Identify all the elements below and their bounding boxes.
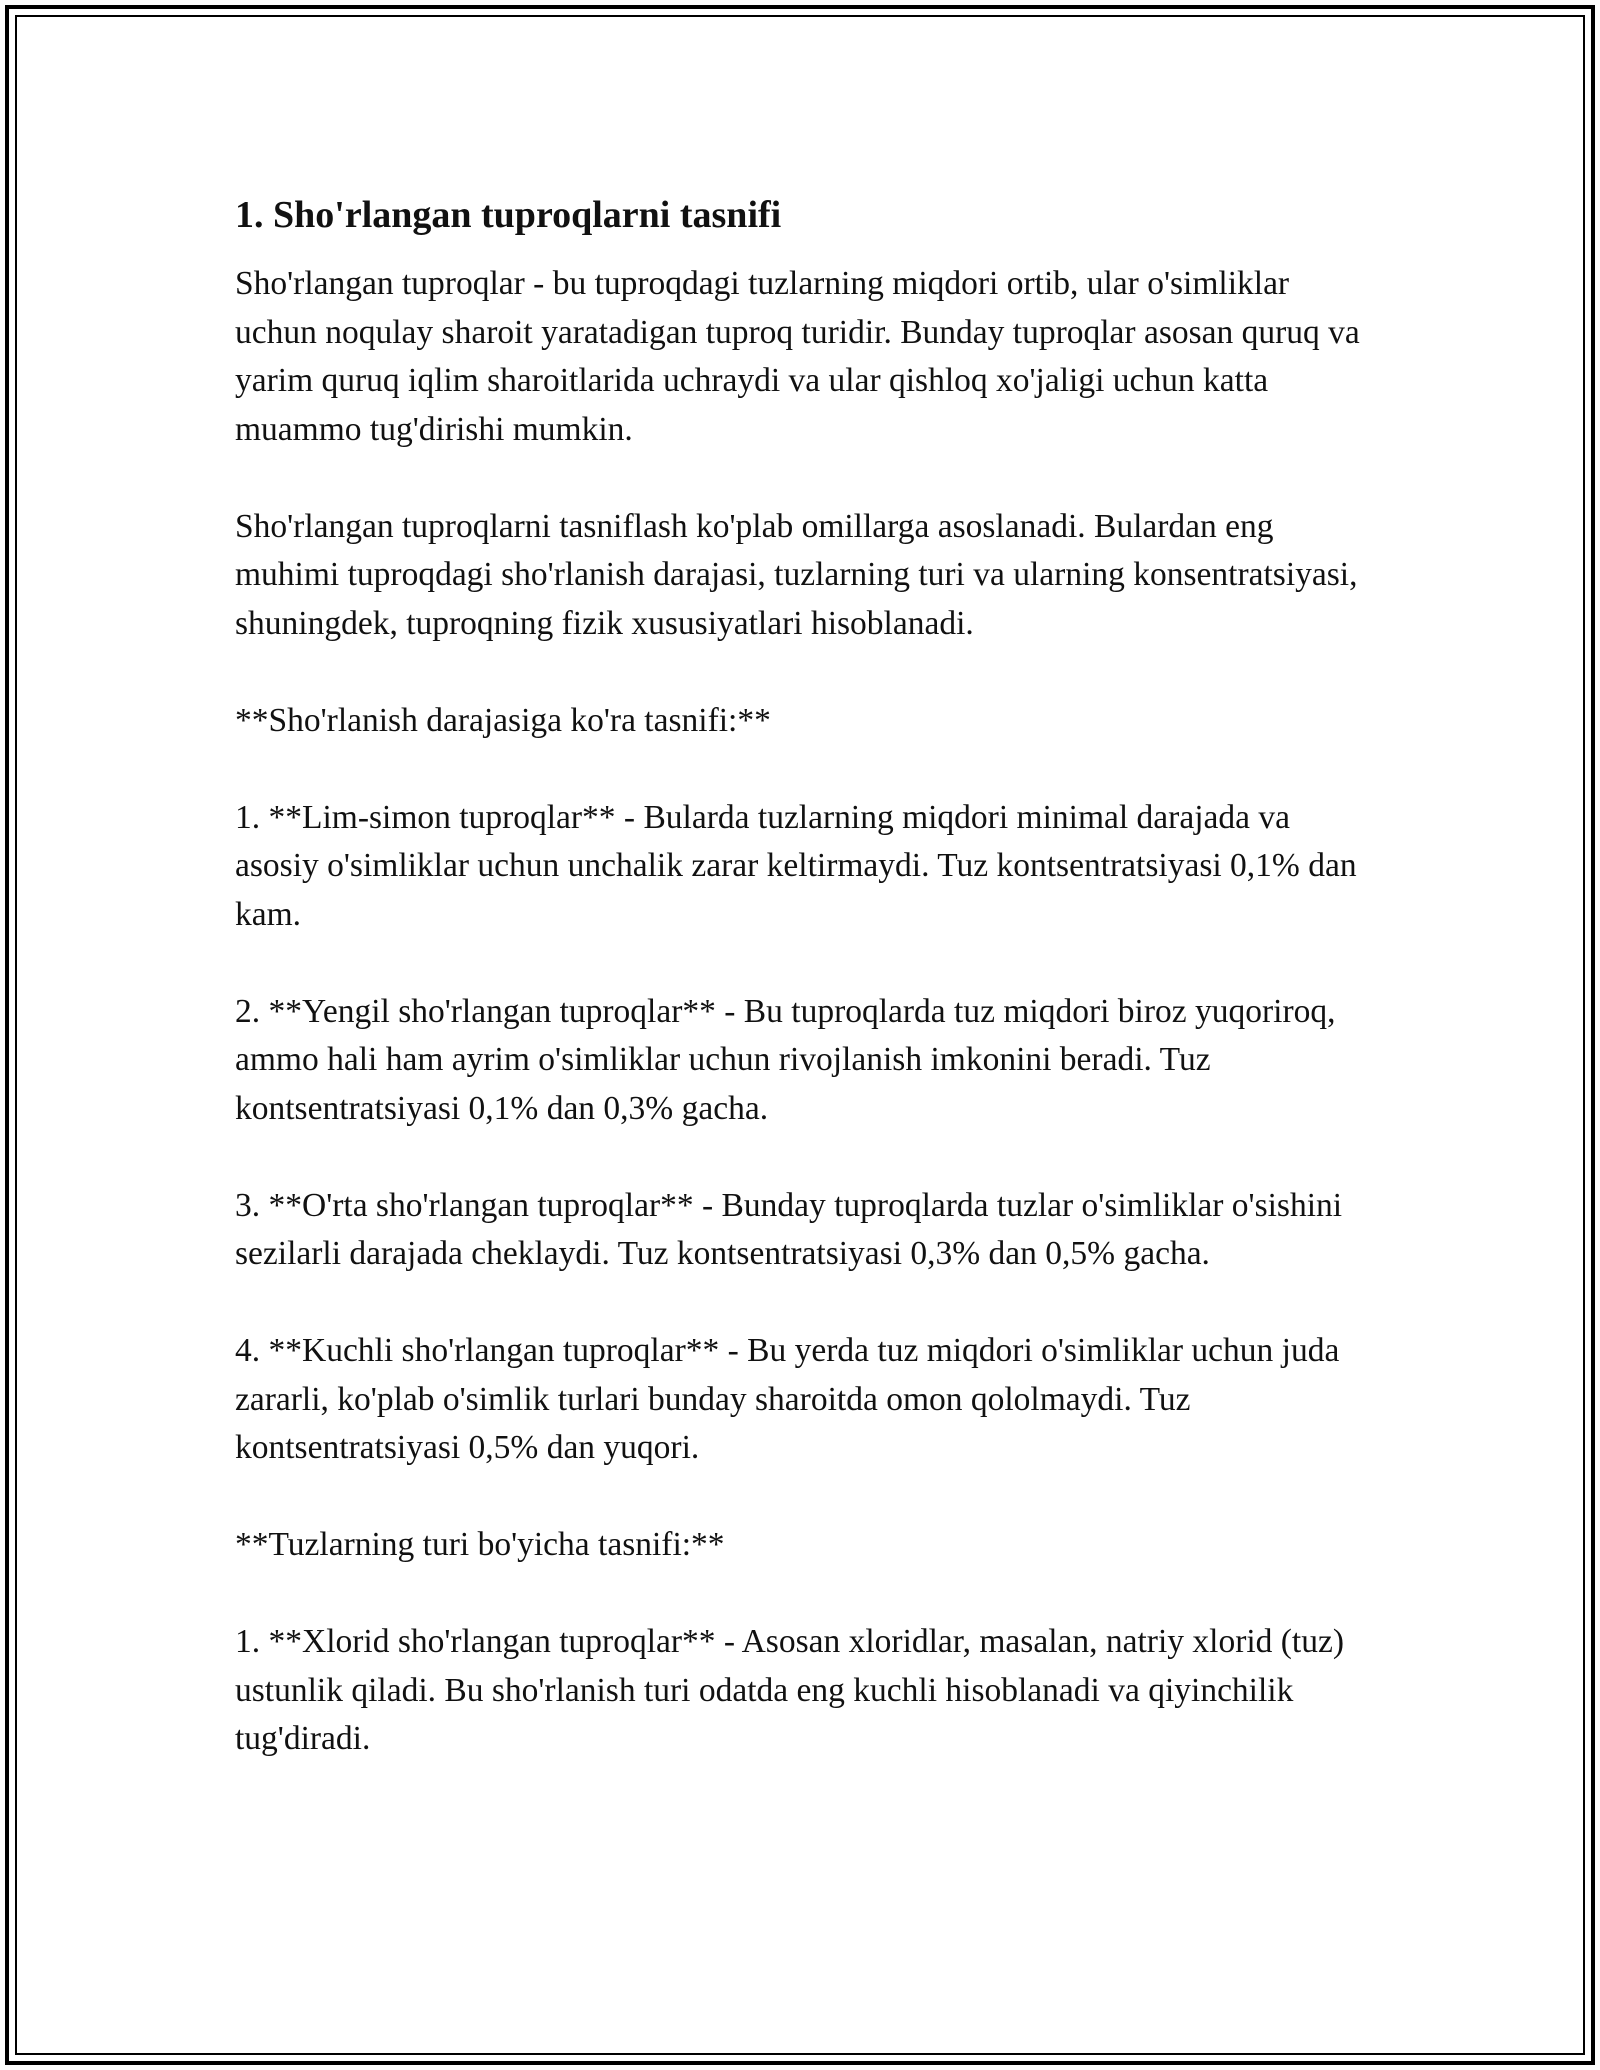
classification-paragraph: Sho'rlangan tuproqlarni tasniflash ko'plab omillarga asoslanadi. Bulardan eng muhimi tuproqdagi sho'rlanish darajasi, tuzlarning turi va ularning konsentratsiyasi, shuningdek, tuproqning fizik xususiyatlari hisoblanadi.	[235, 507, 1358, 642]
intro-paragraph: Sho'rlangan tuproqlar - bu tuproqdagi tuzlarning miqdori ortib, ular o'simliklar uchun noqulay sharoit yaratadigan tuproq turidir. Bunday tuproqlar asosan quruq va yarim quruq iqlim sharoitlarida uchraydi va ular qishloq xo'jaligi uchun katta muammo tug'dirishi mumkin.	[235, 265, 1360, 448]
list-item-orta: 3. **O'rta sho'rlangan tuproqlar** - Bunday tuproqlarda tuzlar o'simliklar o'sishini sezilarli darajada cheklaydi. Tuz kontsentratsiyasi 0,3% dan 0,5% gacha.	[235, 1186, 1343, 1272]
subheading-salinity-degree: **Sho'rlanish darajasiga ko'ra tasnifi:**	[235, 701, 771, 739]
subheading-salt-type: **Tuzlarning turi bo'yicha tasnifi:**	[235, 1526, 725, 1563]
list-item-kuchli: 4. **Kuchli sho'rlangan tuproqlar** - Bu yerda tuz miqdori o'simliklar uchun juda zararli, ko'plab o'simlik turlari bunday sharoitda omon qololmaydi. Tuz kontsentratsiyasi 0,5% dan yuqori.	[235, 1332, 1340, 1466]
list-item-lim-simon: 1. **Lim-simon tuproqlar** - Bularda tuzlarning miqdori minimal darajada va asosiy o'simliklar uchun unchalik zarar keltirmaydi. Tuz kontsentratsiyasi 0,1% dan kam.	[235, 798, 1357, 933]
list-item-yengil: 2. **Yengil sho'rlangan tuproqlar** - Bu tuproqlarda tuz miqdori biroz yuqoriroq, ammo hali ham ayrim o'simliklar uchun rivojlanish imkonini beradi. Tuz kontsentratsiyasi 0,1% dan 0,3% gacha.	[235, 992, 1336, 1127]
section-heading: 1. Sho'rlangan tuproqlarni tasnifi	[235, 194, 782, 236]
list-item-xlorid: 1. **Xlorid sho'rlangan tuproqlar** - Asosan xloridlar, masalan, natriy xlorid (tuz) ustunlik qiladi. Bu sho'rlanish turi odatda eng kuchli hisoblanadi va qiyinchilik tug'diradi.	[235, 1623, 1345, 1757]
document-body	[235, 188, 1375, 1812]
